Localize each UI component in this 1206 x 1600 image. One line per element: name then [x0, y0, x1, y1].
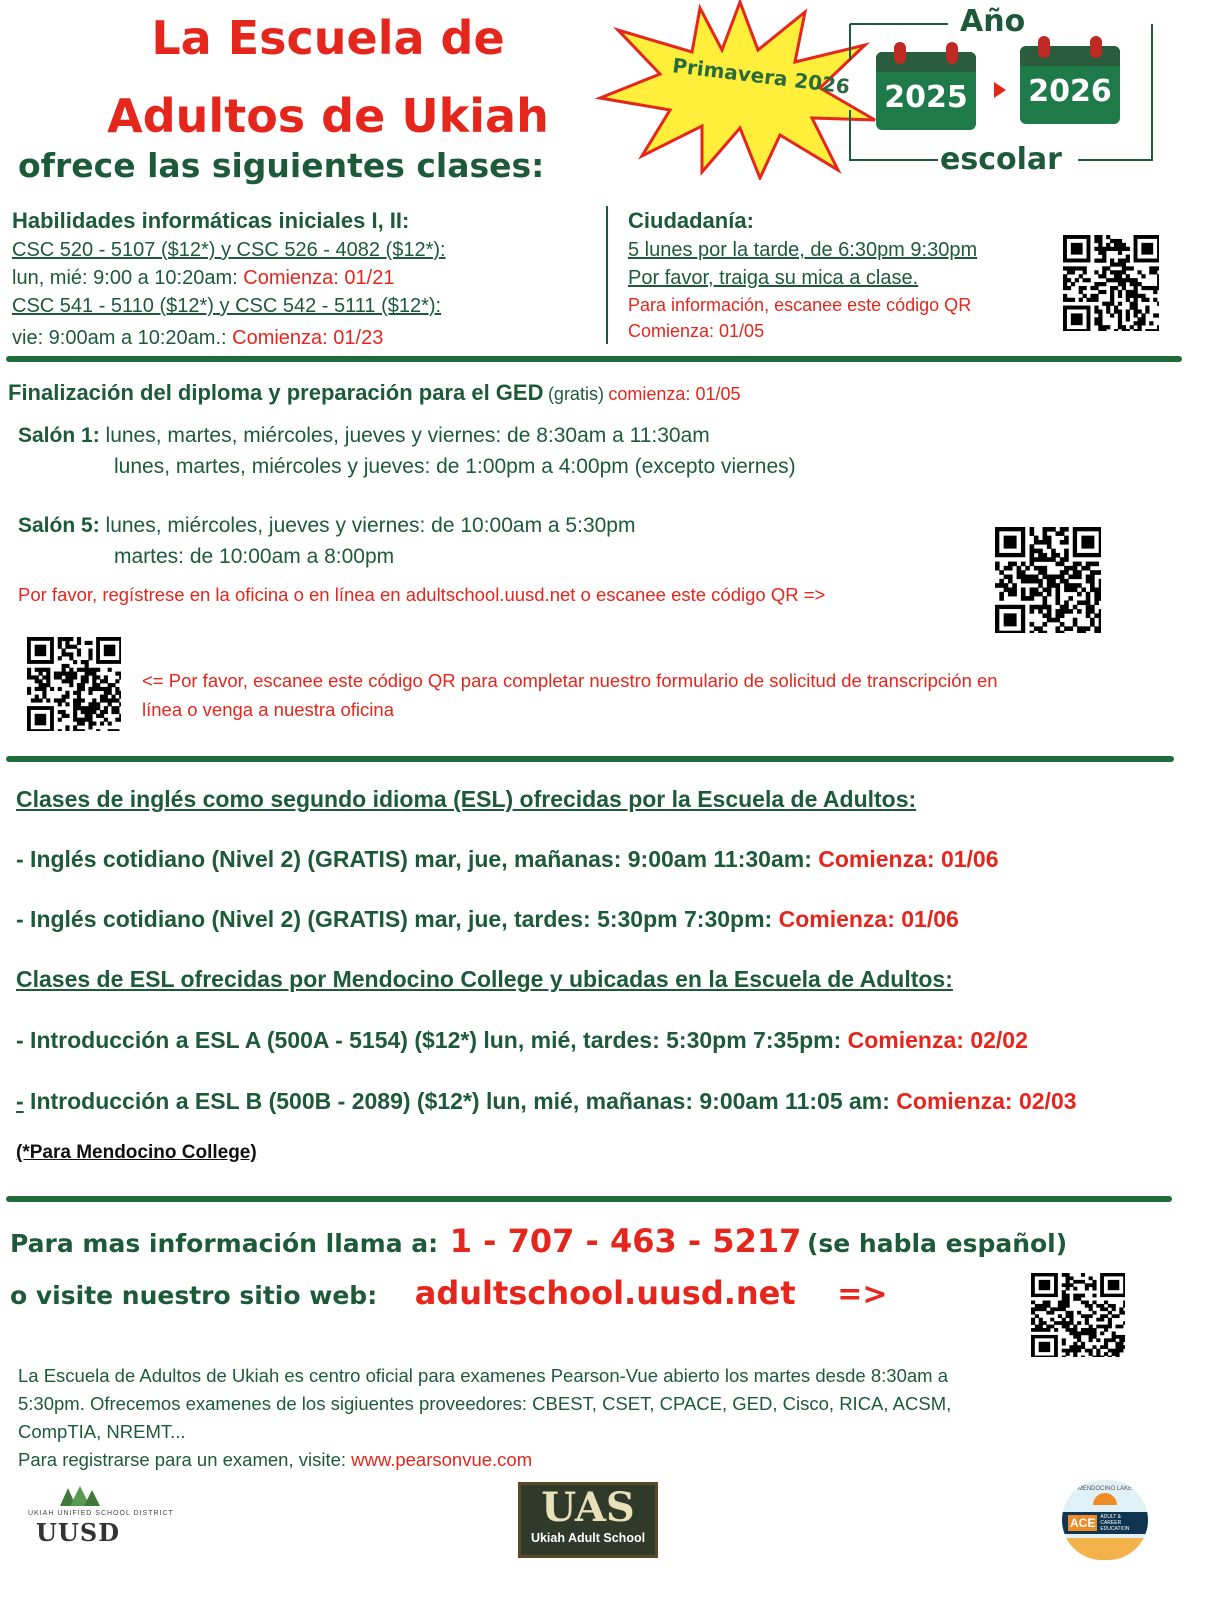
room-5-schedule — [18, 510, 635, 572]
citizenship-section — [628, 206, 1048, 344]
subtitle: ofrece las siguientes clases: — [18, 146, 545, 185]
computer-schedule-1: lun, mié: 9:00 a 10:20am: — [12, 267, 244, 289]
computer-heading: Habilidades informáticas iniciales I, II: — [12, 208, 410, 233]
diploma-heading-row — [8, 380, 741, 406]
register-note: Por favor, regístrese en la oficina o en línea en adultschool.uusd.net o escanee este código QR => — [18, 584, 826, 605]
year-label-bottom: escolar — [940, 142, 1062, 177]
section-divider-1 — [6, 356, 1182, 362]
title-line-1: La Escuela de — [151, 11, 505, 65]
esl-heading-1: Clases de inglés como segundo idioma (ESL) ofrecidas por la Escuela de Adultos: — [16, 786, 917, 812]
ace-wordmark: ACE — [1070, 1516, 1096, 1530]
citizenship-heading: Ciudadanía: — [628, 208, 754, 233]
ace-base — [1062, 1538, 1148, 1560]
transcript-qr-code[interactable] — [26, 636, 122, 732]
sun-icon — [1092, 1492, 1118, 1506]
web-label: o visite nuestro sitio web: — [10, 1281, 378, 1310]
citizenship-qr-code[interactable] — [1062, 234, 1160, 332]
call-label: Para mas información llama a: — [10, 1229, 439, 1258]
esl-item-2 — [16, 904, 959, 934]
uas-logo — [518, 1482, 658, 1558]
contact-phone-row — [10, 1222, 1067, 1260]
esl-item-4 — [16, 1086, 1077, 1116]
citizenship-note: Por favor, traiga su mica a clase. — [628, 267, 919, 289]
testing-line-4: Para registrarse para un examen, visite: — [18, 1449, 352, 1470]
esl-item-3 — [16, 1025, 1028, 1055]
uas-subtitle: Ukiah Adult School — [530, 1531, 646, 1545]
esl-item-4-dash: - — [16, 1088, 24, 1114]
ace-subtitle: ADULT & CAREER EDUCATION — [1100, 1514, 1130, 1532]
column-divider — [606, 206, 608, 344]
diploma-start: comienza: 01/05 — [608, 384, 741, 404]
computer-start-1: Comienza: 01/21 — [243, 267, 395, 289]
esl-item-4-start: Comienza: 02/03 — [896, 1088, 1077, 1114]
contact-web-row — [10, 1274, 888, 1312]
website-qr-code[interactable] — [1030, 1272, 1126, 1358]
esl-heading-2: Clases de ESL ofrecidas por Mendocino College y ubicadas en la Escuela de Adultos: — [16, 966, 953, 992]
uusd-arc-text: UKIAH UNIFIED SCHOOL DISTRICT — [28, 1510, 174, 1517]
esl-item-3-start: Comienza: 02/02 — [847, 1027, 1028, 1053]
room-5-line-2: martes: de 10:00am a 8:00pm — [114, 545, 395, 568]
esl-item-3-text: - Introducción a ESL A (500A - 5154) ($12*) lun, mié, tardes: 5:30pm 7:35pm: — [16, 1027, 848, 1053]
year-label-top: Año — [960, 4, 1026, 39]
room-1-line-1: lunes, martes, miércoles, jueves y viernes: de 8:30am a 11:30am — [105, 424, 710, 447]
computer-skills-section — [12, 206, 602, 352]
phone-number[interactable]: 1 - 707 - 463 - 5217 — [449, 1222, 802, 1260]
room-5-label: Salón 5: — [18, 514, 100, 537]
website-link[interactable]: adultschool.uusd.net — [414, 1274, 796, 1312]
uusd-wordmark: UUSD — [36, 1518, 121, 1547]
computer-course-1: CSC 520 - 5107 ($12*) y CSC 526 - 4082 ($12*): — [12, 239, 446, 261]
computer-start-2: Comienza: 01/23 — [232, 327, 384, 349]
transcript-note — [142, 666, 998, 724]
citizenship-schedule: 5 lunes por la tarde, de 6:30pm 9:30pm — [628, 239, 978, 261]
mendocino-footnote: (*Para Mendocino College) — [16, 1142, 257, 1163]
ace-top-text: MENDOCINO LAKE — [1077, 1486, 1133, 1492]
calendar-2025-year: 2025 — [884, 80, 968, 115]
transcript-line-1: <= Por favor, escanee este código QR para completar nuestro formulario de solicitud de transcripción en — [142, 670, 998, 691]
esl-item-1-text: - Inglés cotidiano (Nivel 2) (GRATIS) mar, jue, mañanas: 9:00am 11:30am: — [16, 846, 819, 872]
uas-wordmark: UAS — [541, 1484, 635, 1531]
testing-line-1: La Escuela de Adultos de Ukiah es centro oficial para examenes Pearson-Vue abierto los martes desde 8:30am a — [18, 1365, 948, 1386]
diploma-heading: Finalización del diploma y preparación para el GED — [8, 380, 544, 405]
calendar-2025-icon — [876, 52, 976, 130]
ace-logo — [1062, 1480, 1148, 1560]
esl-item-2-text: - Inglés cotidiano (Nivel 2) (GRATIS) mar, jue, tardes: 5:30pm 7:30pm: — [16, 906, 779, 932]
computer-schedule-2: vie: 9:00am a 10:20am.: — [12, 327, 233, 349]
esl-item-1 — [16, 844, 999, 874]
room-5-line-1: lunes, miércoles, jueves y viernes: de 10:00am a 5:30pm — [105, 514, 636, 537]
section-divider-2 — [6, 756, 1174, 762]
esl-item-2-start: Comienza: 01/06 — [778, 906, 959, 932]
registration-qr-code[interactable] — [994, 526, 1102, 634]
testing-info — [18, 1362, 951, 1474]
pearsonvue-link[interactable]: www.pearsonvue.com — [351, 1449, 533, 1470]
citizenship-qr-note: Para información, escanee este código QR — [628, 295, 972, 315]
calendar-2026-icon — [1020, 46, 1120, 124]
section-divider-3 — [6, 1196, 1172, 1202]
transcript-line-2: línea o venga a nuestra oficina — [142, 699, 394, 720]
calendar-2026-year: 2026 — [1028, 74, 1112, 109]
uusd-logo — [24, 1484, 174, 1550]
room-1-line-2: lunes, martes, miércoles y jueves: de 1:00pm a 4:00pm (excepto viernes) — [114, 455, 796, 478]
title-line-2: Adultos de Ukiah — [107, 89, 549, 143]
esl-item-1-start: Comienza: 01/06 — [818, 846, 999, 872]
diploma-free: (gratis) — [547, 384, 604, 404]
room-1-label: Salón 1: — [18, 424, 100, 447]
website-arrow: => — [837, 1277, 888, 1312]
computer-course-2: CSC 541 - 5110 ($12*) y CSC 542 - 5111 ($12*): — [12, 295, 442, 317]
esl-item-4-text: Introducción a ESL B (500B - 2089) ($12*) lun, mié, mañanas: 9:00am 11:05 am: — [23, 1088, 897, 1114]
spanish-spoken: (se habla español) — [806, 1229, 1068, 1258]
spring-2026-label: Primavera 2026 — [671, 53, 852, 99]
testing-line-2: 5:30pm. Ofrecemos examenes de los sigiuentes proveedores: CBEST, CSET, CPACE, GED, Cisco, RICA, ACSM, — [18, 1393, 952, 1414]
testing-line-3: CompTIA, NREMT... — [18, 1421, 186, 1442]
ace-bar — [1062, 1512, 1148, 1534]
room-1-schedule — [18, 420, 796, 482]
citizenship-start: Comienza: 01/05 — [628, 321, 765, 341]
